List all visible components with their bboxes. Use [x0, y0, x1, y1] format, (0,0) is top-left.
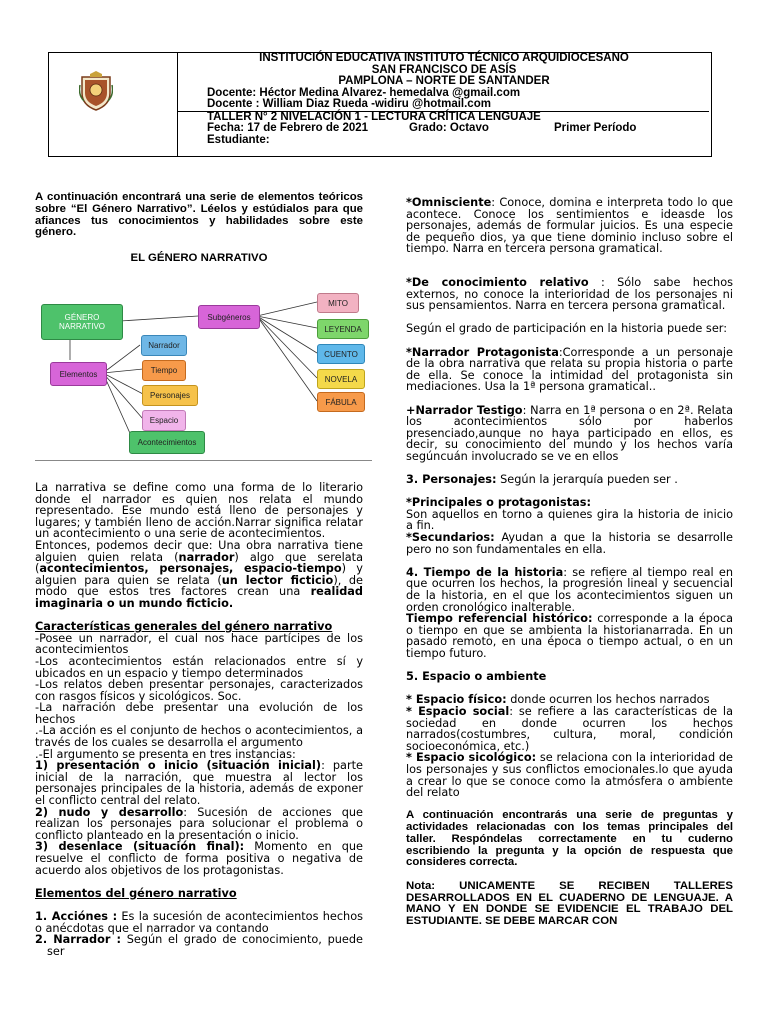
left-column-top: [35, 192, 363, 265]
tiempo-historia: [406, 567, 733, 613]
instancia-1: [35, 760, 363, 806]
intro-paragraph: A continuación encontrará una serie de elementos teóricos sobre “El Género Narrativo”. Léelos y estúdialos para que afiances tus conocimientos y habilidades sobre este género.: [35, 191, 363, 239]
instancia-2-label: 2) nudo y desarrollo: [35, 805, 184, 819]
elemento-narrador-text: Según el grado de conocimiento, puede ser: [47, 933, 363, 958]
espacio-social-label: * Espacio social: [406, 704, 510, 718]
summary-text-e: ) y alguien para quien se relata (: [35, 562, 363, 587]
header-line2: SAN FRANCISCO DE ASÍS: [371, 63, 517, 76]
segun-participacion: Según el grado de participación en la historia puede ser:: [406, 322, 728, 336]
right-column: [406, 197, 733, 928]
summary-text-c: ) algo que serelata (: [35, 550, 363, 576]
espacio-sicologico: [406, 752, 733, 798]
summary-realidad: realidad imaginaria o un mundo ficticio.: [35, 585, 363, 610]
caracteristica-5: .-La acción es el conjunto de hechos o acontecimientos, a través de los cuales se desarrolla el argumento: [35, 724, 363, 750]
caracteristica-6: .-El argumento se presenta en tres instancias:: [35, 747, 296, 761]
caracteristica-2: -Los acontecimientos están relacionados entre sí y ubicados en un espacio y tiempo determinados: [35, 654, 363, 680]
caracteristica-3: -Los relatos deben presentar personajes, caracterizados con rasgos físicos y sicológicos. Soc.: [35, 678, 363, 703]
instancia-3-text: Momento en que resuelve el conflicto de forma positiva o negativa de acuerdo alos objetivos de los protagonistas.: [35, 840, 363, 877]
box-tiempo: Tiempo: [142, 360, 186, 381]
tiempo-referencial-text: corresponde a la época o tiempo en que se ambienta la historianarrada. En un pasado remoto, en una época o tiempo actual, o en un tiempo futuro.: [406, 612, 733, 660]
caracteristica-1: -Posee un narrador, el cual nos hace partícipes de los acontecimientos: [35, 631, 363, 657]
box-elementos: Elementos: [50, 362, 107, 386]
header-table: [48, 52, 712, 157]
caracteristica-4: -La narración debe presentar una evolución de los hechos: [35, 701, 363, 726]
header-text-block: [179, 53, 709, 146]
principales: [406, 497, 733, 532]
box-leyenda: LEYENDA: [317, 319, 369, 339]
omnisciente-text: : Conoce, domina e interpreta todo lo que acontece. Conoce los sentimientos e ideasde los personajes, además de formular juicios. Es una especie de pequeño dios, ya que tiene dominio incluso sobre el tiempo. Narra en tercera persona gramatical.: [406, 196, 733, 256]
header-docente2: Docente : William Diaz Rueda -widiru @hotmail.com: [207, 98, 491, 110]
box-espacio: Espacio: [142, 410, 186, 431]
header-taller: TALLER N° 2 NIVELACIÓN 1 - LECTURA CRÍTICA LENGUAJE: [207, 110, 541, 123]
header-periodo: Primer Período: [554, 122, 637, 134]
nota: Nota: UNICAMENTE SE RECIBEN TALLERES DESARROLLADOS EN EL CUADERNO DE LENGUAJE. A MANO Y EN DONDE SE EVIDENCIE EL TRABAJO DEL ESTUDIANTE. SE DEBE MARCAR CON: [406, 879, 733, 928]
omnisciente-label: *Omnisciente: [406, 196, 492, 209]
instancia-1-text: : parte inicial de la narración, que muestra al lector los personajes principales de la historia, además de exponer el conflicto central del relato.: [35, 759, 364, 808]
caracteristicas-title: Características generales del género narrativo: [35, 620, 333, 634]
personajes-heading: [406, 474, 733, 486]
espacio-title: 5. Espacio o ambiente: [406, 670, 547, 684]
elemento-acciones-label: 1. Acciónes :: [35, 909, 118, 923]
elemento-narrador: [35, 934, 363, 957]
secundarios: [406, 532, 733, 555]
header-docente1: Docente: Héctor Medina Alvarez- hemedalva @gmail.com: [207, 86, 521, 99]
tiempo-referencial: [406, 613, 733, 659]
secundarios-text: Ayudan a que la historia se desarrolle pero no son fundamentales en ella.: [406, 531, 733, 556]
header-line3: PAMPLONA – NORTE DE SANTANDER: [338, 75, 550, 87]
logo-cell: [49, 53, 178, 156]
summary-text-g: ), de modo que estos tres factores crean una: [35, 573, 364, 599]
principales-label: *Principales o protagonistas:: [406, 496, 592, 510]
instancia-3: [35, 841, 363, 876]
narrador-protagonista: [406, 347, 733, 393]
protagonista-text: :Corresponde a un personaje de la obra narrativa que relata su propia historia o parte de ella. Se conoce la intimidad del protagonista sin mediaciones. Usa la 1ª persona gramatical..: [406, 345, 733, 394]
tiempo-historia-text: : se refiere al tiempo real en que ocurren los hechos, la progresión lineal y secuencial de la historia, en el que los acontecimientos siguen un orden cronológico inalterable.: [406, 565, 733, 614]
header-line1: INSTITUCIÓN EDUCATIVA INSTITUTO TÉCNICO ARQUIDIOCESANO: [259, 52, 629, 64]
school-crest-icon: [79, 71, 113, 111]
summary-narrador: narrador: [178, 550, 235, 564]
espacio-social-text: : se refiere a las características de la sociedad en donde ocurren los hechos narrados(costumbres, cultura, moral, condición socioeconómica, etc.): [406, 704, 733, 753]
narrador-omnisciente: [406, 197, 733, 255]
section-title: EL GÉNERO NARRATIVO: [130, 252, 268, 265]
relativo-label: *De conocimiento relativo: [406, 275, 589, 289]
espacio-social: [406, 706, 733, 752]
personajes-label: 3. Personajes:: [406, 473, 497, 487]
personajes-text: Según la jerarquía pueden ser .: [496, 473, 678, 487]
box-subgeneros: Subgéneros: [198, 305, 260, 329]
header-fecha-row: [179, 123, 709, 135]
box-mito: MITO: [317, 293, 359, 313]
testigo-label: +Narrador Testigo: [406, 403, 523, 417]
box-acontecimientos: Acontecimientos: [129, 431, 205, 454]
elemento-acciones-text: Es la sucesión de acontecimientos hechos o anécdotas que el narrador va contando: [35, 909, 364, 935]
instancia-2-text: : Sucesión de acciones que realizan los personajes para solucionar el problema o conflicto planteado en la presentación o inicio.: [35, 805, 363, 842]
header-fecha: Fecha: 17 de Febrero de 2021: [207, 122, 369, 134]
instancia-2: [35, 807, 363, 842]
tiempo-referencial-label: Tiempo referencial histórico:: [406, 612, 593, 626]
espacio-fisico-label: * Espacio físico:: [406, 693, 507, 707]
box-novela: NOVELA: [317, 369, 365, 389]
elemento-acciones: [35, 911, 363, 934]
principales-text: Son aquellos en torno a quienes gira la historia de inicio a fin.: [406, 507, 733, 533]
espacio-sicologico-label: * Espacio sicológico:: [406, 751, 537, 765]
instancia-1-label: 1) presentación o inicio (situación inicial): [35, 759, 322, 773]
espacio-fisico-text: donde ocurren los hechos narrados: [506, 693, 710, 707]
espacio-sicologico-text: se relaciona con la interioridad de los personajes y sus conflictos emocionales.lo que ayuda a crear lo que se conoce como la atmósfera o ambiente del relato: [406, 751, 733, 800]
narrador-testigo: [406, 405, 733, 463]
elementos-title: Elementos del género narrativo: [35, 886, 237, 900]
concept-diagram: [35, 288, 375, 463]
left-column-body: [35, 482, 363, 957]
instancia-3-label: 3) desenlace (situación final):: [35, 840, 245, 854]
narrative-definition: La narrativa se define como una forma de lo literario donde el narrador es quien nos relata el mundo representado. Ese mundo está lleno de personajes y lugares; y también lleno de acción.Narrar significa relatar un acontecimiento o una serie de acontecimientos.: [35, 481, 363, 541]
protagonista-label: *Narrador Protagonista: [406, 345, 559, 359]
diagram-divider: [35, 460, 372, 461]
header-grado: Grado: Octavo: [409, 122, 489, 134]
secundarios-label: *Secundarios:: [406, 531, 495, 545]
testigo-text: : Narra en 1ª persona o en 2ª. Relata los acontecimientos sólo por haberlos presenciado,aunque no haya participado en ellos, es decir, su conocimiento del mundo y los hechos varía segúncuán involucrado se ve en ellos: [406, 403, 734, 463]
summary-acontecimientos: acontecimientos, personajes, espacio-tiempo: [39, 562, 342, 576]
box-cuento: CUENTO: [317, 344, 365, 364]
summary-lector: un lector ficticio: [221, 573, 334, 587]
instrucciones: A continuación encontrarás una serie de preguntas y actividades relacionadas con los temas principales del taller. Respóndelas correctamente en tu cuderno escribiendo la pregunta y la opción de respuesta que consideres correcta.: [406, 809, 733, 869]
header-estudiante: Estudiante:: [207, 133, 270, 146]
summary-text-a: Entonces, podemos decir que: Una obra narrativa tiene alguien quien relata (: [35, 538, 363, 564]
elemento-narrador-label: 2. Narrador :: [35, 933, 122, 947]
narrador-relativo: [406, 277, 733, 312]
box-personajes: Personajes: [142, 385, 198, 406]
box-fabula: FÁBULA: [317, 392, 365, 412]
relativo-text: : Sólo sabe hechos externos, no conoce la interioridad de los personajes ni sus pensamientos. Narra en tercera persona gramatical.: [406, 275, 733, 313]
box-narrador: Narrador: [141, 335, 187, 356]
narrative-summary: [35, 540, 363, 610]
box-genero-narrativo: GÉNERO NARRATIVO: [41, 304, 123, 340]
tiempo-historia-label: 4. Tiempo de la historia: [406, 565, 564, 579]
